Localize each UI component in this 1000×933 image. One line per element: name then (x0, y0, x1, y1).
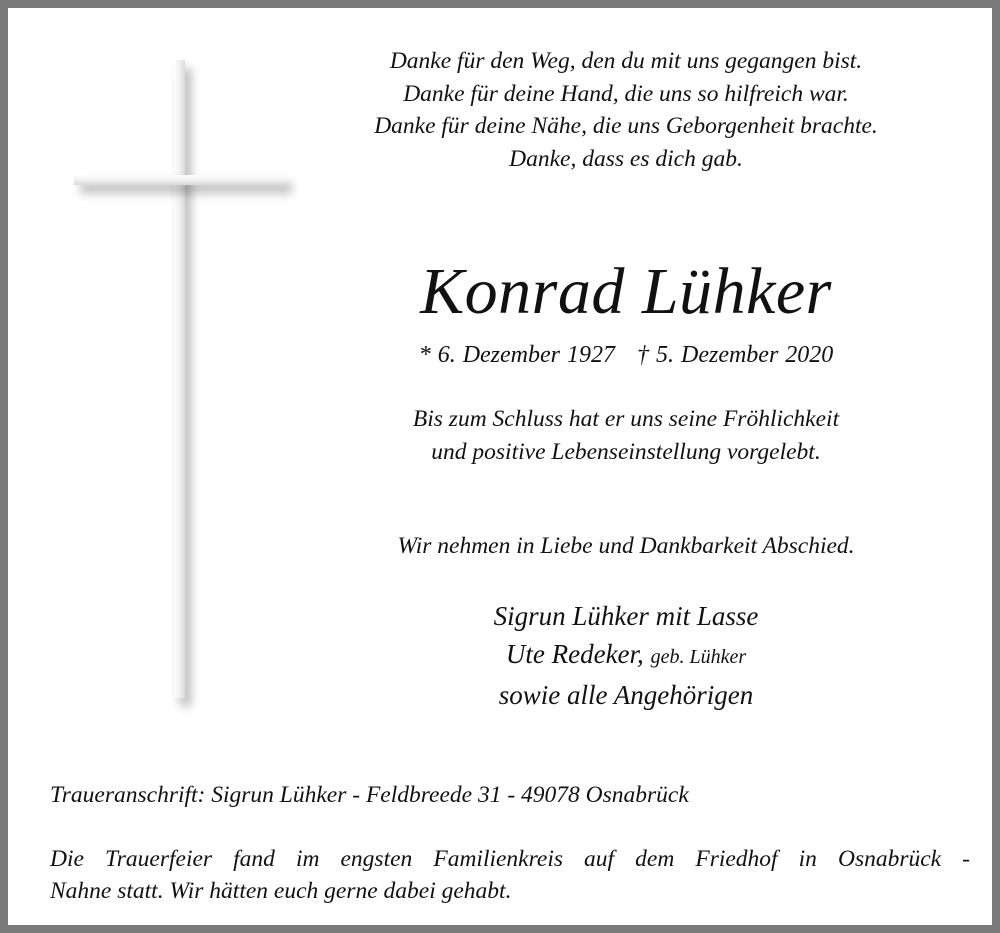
poem-line: Danke für deine Nähe, die uns Geborgenheit brachte. (374, 113, 878, 139)
poem-line: Danke für den Weg, den du mit uns gegangen bist. (389, 48, 863, 74)
life-text-line: und positive Lebenseinstellung vorgelebt. (431, 438, 821, 465)
poem-line: Danke für deine Hand, die uns so hilfreich war. (403, 80, 849, 107)
ceremony-line: Die Trauerfeier fand im engsten Familienkreis auf dem Friedhof in Osnabrück - (50, 846, 970, 872)
mourner-line (308, 635, 944, 676)
mourning-address: Traueranschrift: Sigrun Lühker - Feldbreede 31 - 49078 Osnabrück (50, 782, 689, 808)
maiden-name-note: geb. Lühker (650, 646, 747, 668)
poem-line: Danke, dass es dich gab. (509, 145, 743, 172)
life-text (308, 403, 944, 468)
poem (308, 45, 944, 175)
mourner-line: Sigrun Lühker mit Lasse (493, 601, 759, 631)
birth-date: * 6. Dezember 1927 (418, 342, 615, 368)
mourner-name: Ute Redeker, (505, 639, 644, 669)
life-text-line: Bis zum Schluss hat er uns seine Fröhlichkeit (412, 406, 840, 432)
life-dates (308, 340, 944, 370)
mourners-list (308, 597, 944, 714)
mourner-line: sowie alle Angehörigen (498, 680, 754, 710)
farewell-text: Wir nehmen in Liebe und Dankbarkeit Abschied. (397, 533, 855, 559)
cross-icon (74, 60, 298, 710)
cross-vertical-beam (174, 60, 185, 698)
death-date: † 5. Dezember 2020 (637, 342, 834, 368)
cross-horizontal-beam (74, 175, 286, 185)
ceremony-line: Nahne statt. Wir hätten euch gerne dabei gehabt. (50, 877, 512, 904)
ceremony-note (50, 844, 970, 907)
deceased-name: Konrad Lühker (420, 255, 832, 328)
